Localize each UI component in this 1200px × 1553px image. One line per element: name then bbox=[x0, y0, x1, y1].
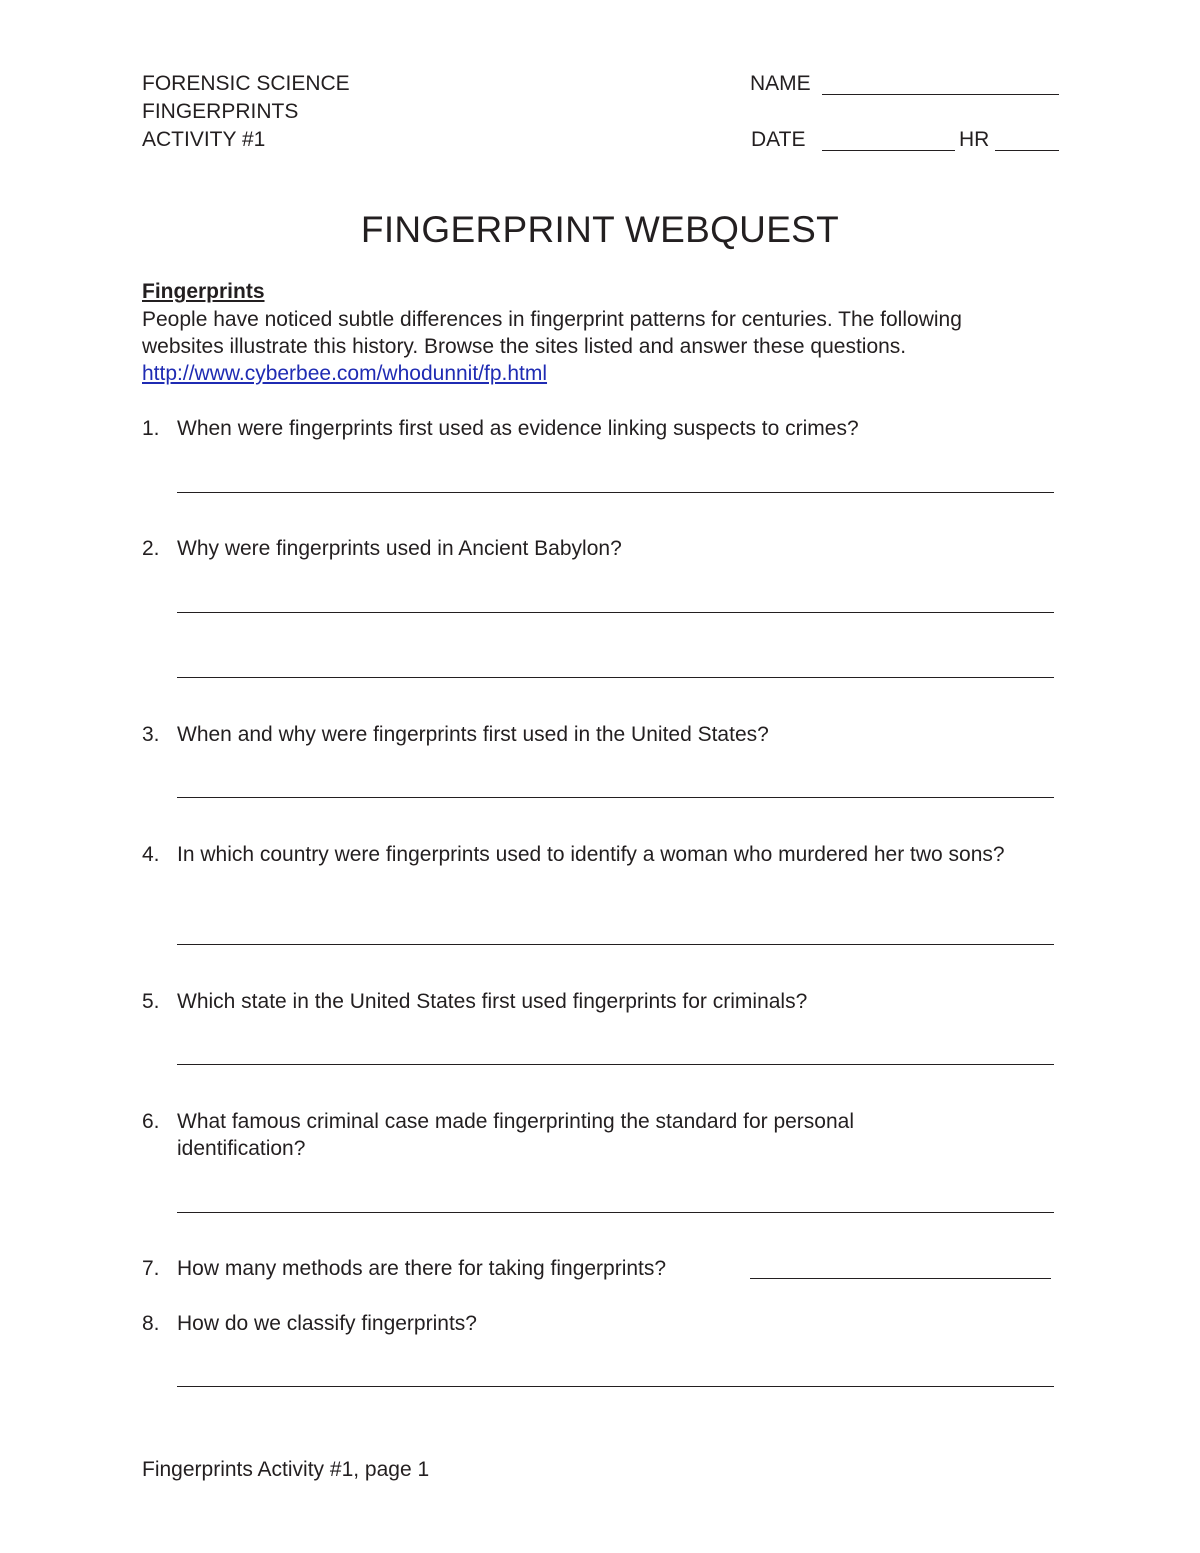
name-blank[interactable] bbox=[822, 94, 1059, 95]
date-blank[interactable] bbox=[822, 150, 955, 151]
question-number: 5. bbox=[142, 990, 160, 1013]
question-text: When were fingerprints first used as evidence linking suspects to crimes? bbox=[177, 417, 859, 440]
section-heading: Fingerprints bbox=[142, 280, 265, 303]
answer-line[interactable] bbox=[177, 677, 1054, 678]
answer-line[interactable] bbox=[177, 797, 1054, 798]
question-number: 4. bbox=[142, 843, 160, 866]
question-text: Which state in the United States first used fingerprints for criminals? bbox=[177, 990, 808, 1013]
question-text: What famous criminal case made fingerprinting the standard for personal identification? bbox=[177, 1110, 855, 1160]
page-footer: Fingerprints Activity #1, page 1 bbox=[142, 1458, 430, 1481]
question-text: In which country were fingerprints used to identify a woman who murdered her two sons? bbox=[177, 843, 1005, 866]
question-text: When and why were fingerprints first used in the United States? bbox=[177, 723, 769, 746]
unit-label: FINGERPRINTS bbox=[142, 100, 299, 123]
hr-label: HR bbox=[959, 128, 990, 151]
intro-paragraph bbox=[142, 306, 1042, 387]
intro-text: People have noticed subtle differences in fingerprint patterns for centuries. The following websites illustrate this history. Browse the sites listed and answer these questions. bbox=[142, 308, 962, 358]
answer-line[interactable] bbox=[177, 492, 1054, 493]
name-label: NAME bbox=[750, 72, 811, 95]
question-text: Why were fingerprints used in Ancient Babylon? bbox=[177, 537, 622, 560]
question-number: 2. bbox=[142, 537, 160, 560]
question-number: 7. bbox=[142, 1257, 160, 1280]
date-label: DATE bbox=[751, 128, 806, 151]
question-text: How do we classify fingerprints? bbox=[177, 1312, 477, 1335]
hr-blank[interactable] bbox=[995, 150, 1059, 151]
course-label: FORENSIC SCIENCE bbox=[142, 72, 350, 95]
question-number: 3. bbox=[142, 723, 160, 746]
page-title: FINGERPRINT WEBQUEST bbox=[360, 209, 840, 250]
cyberbee-link[interactable]: http://www.cyberbee.com/whodunnit/fp.html bbox=[142, 362, 548, 385]
answer-blank[interactable] bbox=[750, 1278, 1051, 1279]
question-number: 6. bbox=[142, 1110, 160, 1133]
question-number: 1. bbox=[142, 417, 160, 440]
answer-line[interactable] bbox=[177, 944, 1054, 945]
answer-line[interactable] bbox=[177, 1212, 1054, 1213]
question-text: How many methods are there for taking fingerprints? bbox=[177, 1257, 667, 1280]
answer-line[interactable] bbox=[177, 1386, 1054, 1387]
activity-label: ACTIVITY #1 bbox=[142, 128, 266, 151]
answer-line[interactable] bbox=[177, 612, 1054, 613]
question-number: 8. bbox=[142, 1312, 160, 1335]
answer-line[interactable] bbox=[177, 1064, 1054, 1065]
